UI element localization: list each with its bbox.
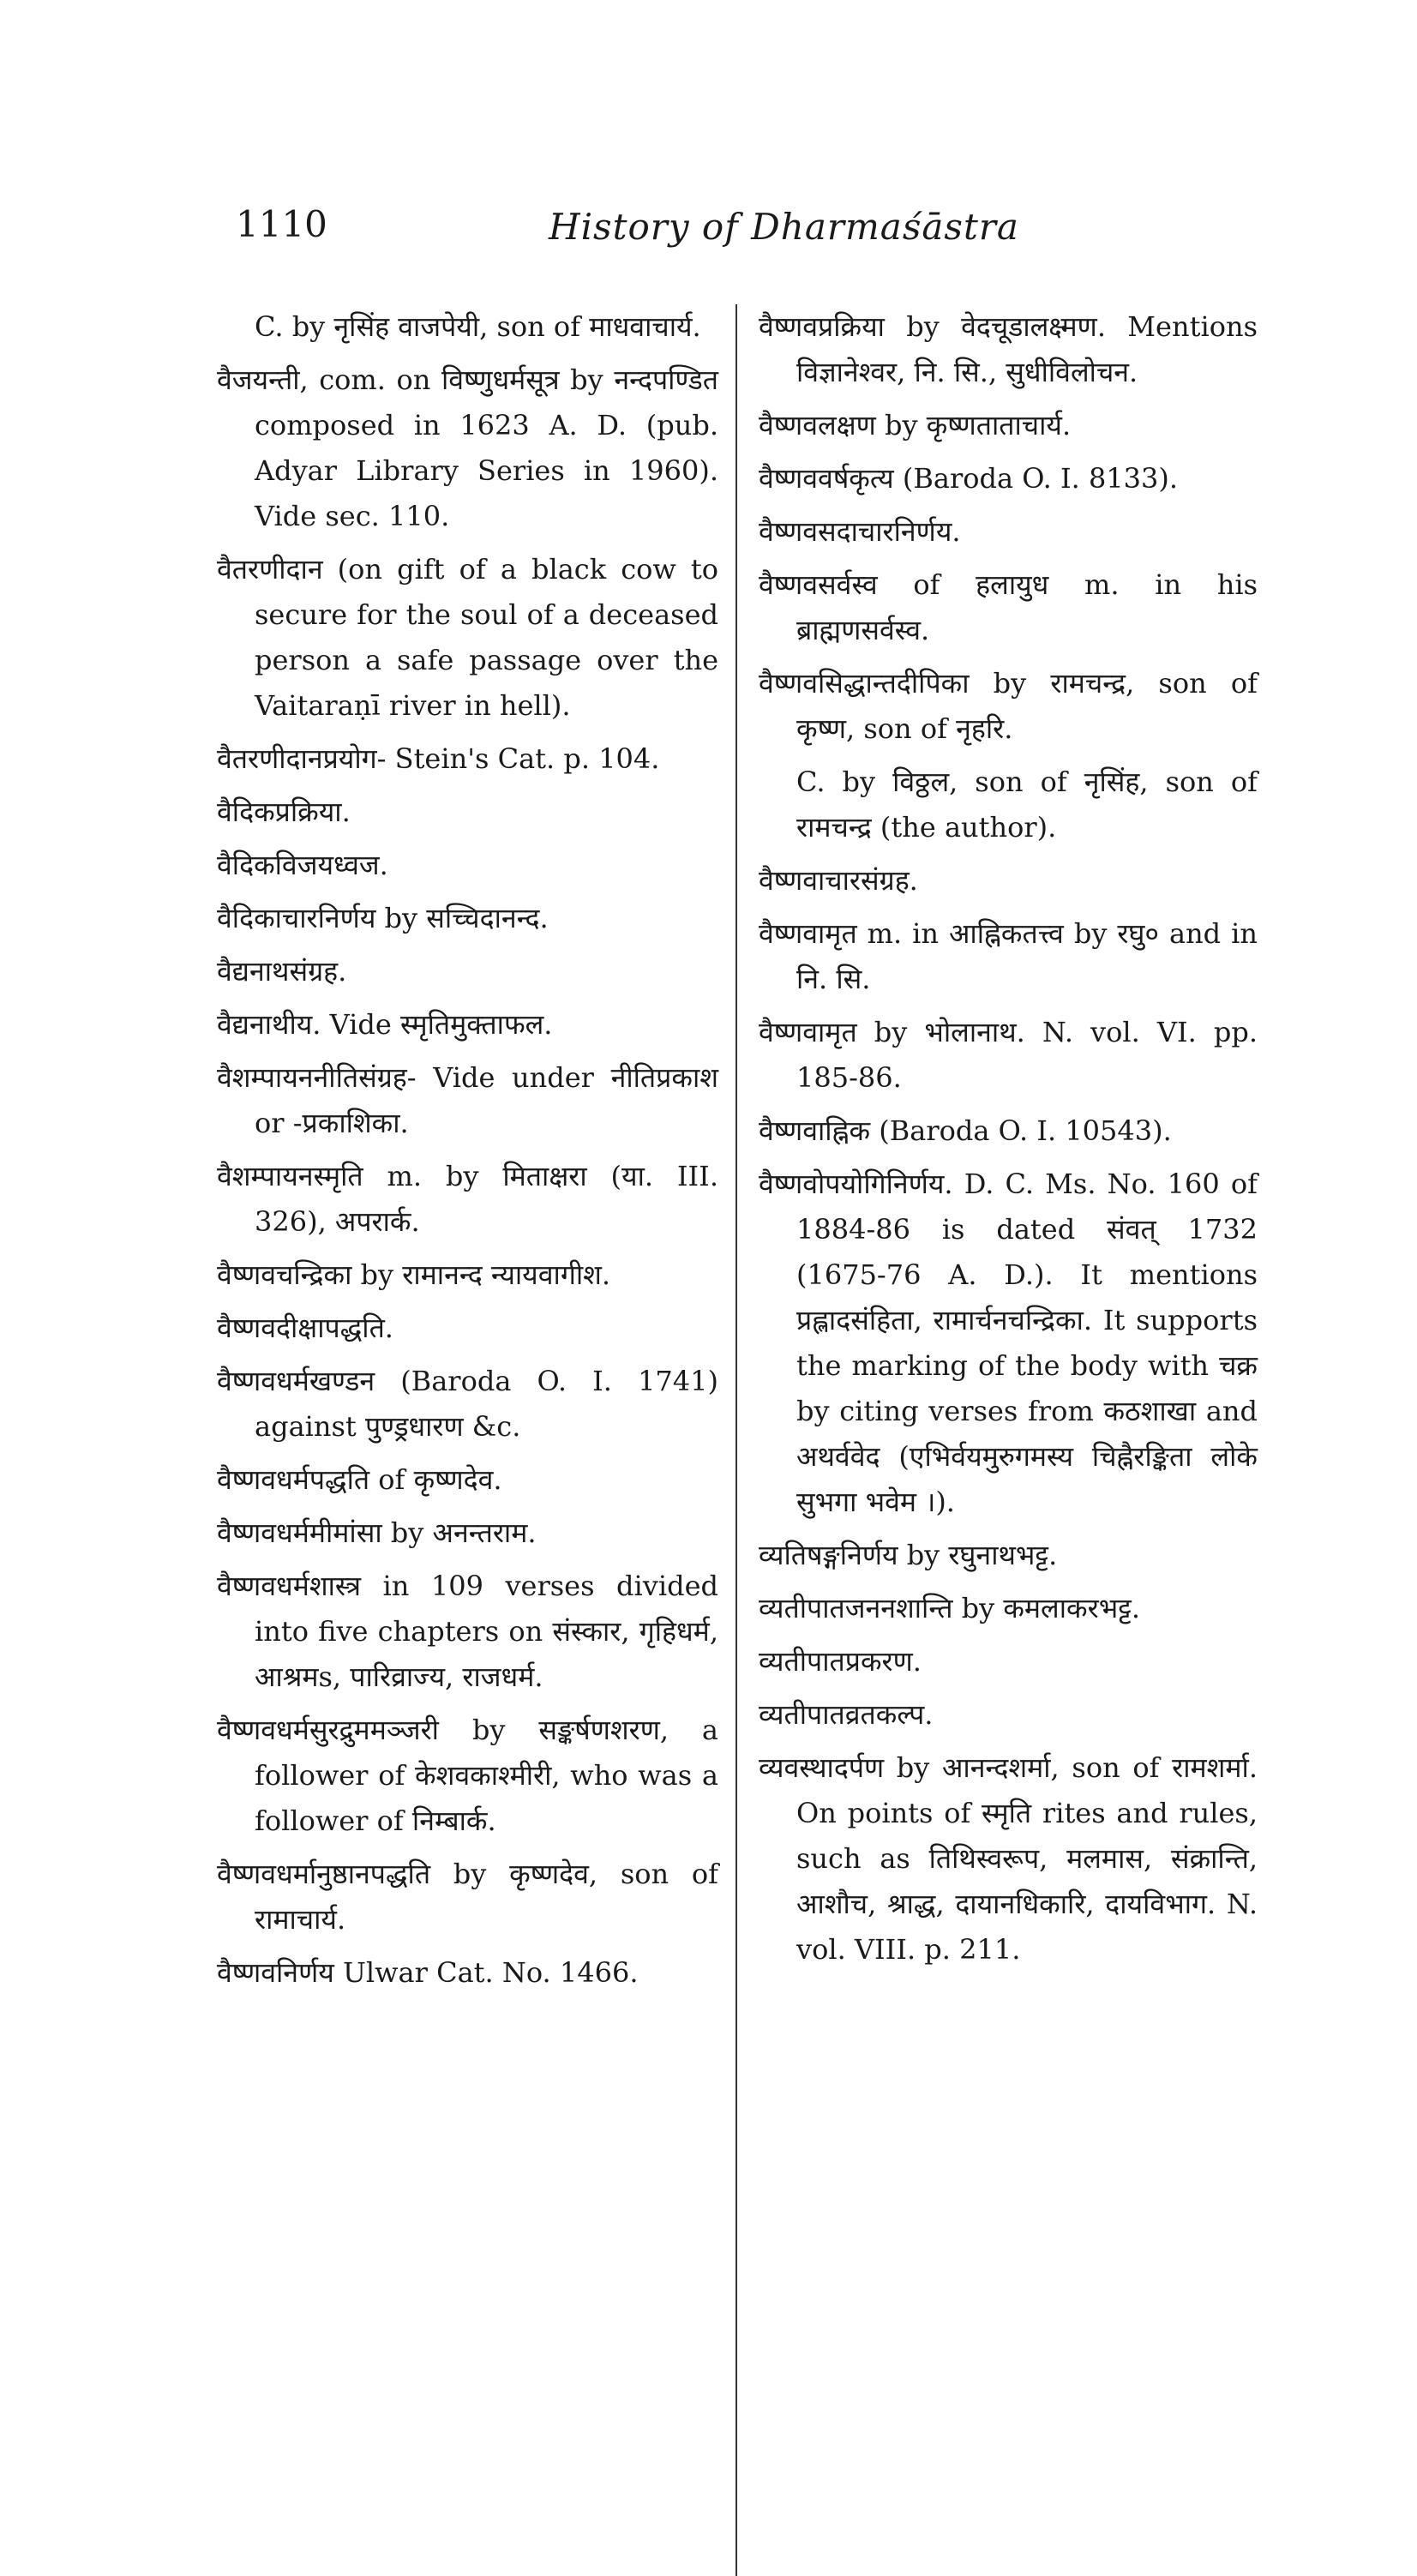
catalog-entry: वैशम्पायननीतिसंग्रह- Vide under नीतिप्रकाश or -प्रकाशिका. [217,1061,718,1139]
catalog-entry: वैष्णववर्षकृत्य (Baroda O. I. 8133). [759,462,1179,495]
catalog-entry: वैष्णवधर्मानुष्ठानपद्धति by कृष्णदेव, son of रामाचार्य. [217,1858,718,1936]
catalog-entry: वैष्णवधर्मखण्डन (Baroda O. I. 1741) against पुण्ड्रधारण &c. [217,1365,718,1443]
page-number: 1110 [236,203,327,245]
catalog-entry: वैष्णवाह्निक (Baroda O. I. 10543). [759,1114,1172,1147]
catalog-entry: वैष्णवधर्मशास्त्र in 109 verses divided into five chapters on संस्कार, गृहिधर्म, आश्रमs, पारिव्राज्य, राजधर्म. [217,1570,718,1693]
catalog-entry: वैष्णवसर्वस्व of हलायुध m. in his ब्राह्मणसर्वस्व. [759,568,1258,646]
catalog-entry: वैष्णवधर्मपद्धति of कृष्णदेव. [217,1463,502,1496]
catalog-entry: वैष्णवनिर्णय Ulwar Cat. No. 1466. [217,1956,639,1989]
catalog-entry: वैदिकप्रक्रिया. [217,796,351,828]
catalog-entry: वैष्णवोपयोगिनिर्णय. D. C. Ms. No. 160 of 1884-86 is dated संवत् 1732 (1675-76 A. D.). It mentions प्रह्लादसंहिता, रामार्चनचन्द्रिका. It supports the marking of the body with चक्र by citing verses from कठशाखा and अथर्ववेद (एभिर्वयमुरुगमस्य चिह्नैरङ्किता लोके सुभगा भवेम ।). [759,1168,1258,1518]
catalog-entry: वैष्णवामृत m. in आह्निकतत्त्व by रघु० and in नि. सि. [759,917,1258,995]
catalog-entry: व्यतिषङ्गनिर्णय by रघुनाथभट्ट. [759,1539,1058,1571]
catalog-entry: वैष्णवधर्ममीमांसा by अनन्तराम. [217,1516,537,1549]
catalog-entry: वैदिकविजयध्वज. [217,849,388,881]
catalog-entry: वैजयन्ती, com. on विष्णुधर्मसूत्र by नन्दपण्डित composed in 1623 A. D. (pub. Adyar Library Series in 1960). Vide sec. 110. [217,363,718,532]
catalog-entry: वैष्णवसदाचारनिर्णय. [759,515,961,548]
running-head: History of Dharmaśāstra [549,206,1019,248]
catalog-entry: वैष्णवचन्द्रिका by रामानन्द न्यायवागीश. [217,1258,611,1291]
catalog-entry: व्यतीपातजननशान्ति by कमलाकरभट्ट. [759,1592,1141,1624]
catalog-entry: वैष्णवधर्मसुरद्रुममञ्जरी by सङ्कर्षणशरण, a follower of केशवकाश्मीरी, who was a follower of निम्बार्क. [217,1714,718,1837]
catalog-entry: वैदिकाचारनिर्णय by सच्चिदानन्द. [217,902,549,934]
commentary-entry: C. by विठ्ठल, son of नृसिंह, son of रामचन्द्र (the author). [796,766,1258,844]
catalog-entry: वैष्णवामृत by भोलानाथ. N. vol. VI. pp. 185-86. [759,1016,1258,1094]
catalog-entry: वैष्णवाचारसंग्रह. [759,864,918,897]
catalog-entry: वैतरणीदानप्रयोग- Stein's Cat. p. 104. [217,742,660,775]
catalog-entry: वैतरणीदान (on gift of a black cow to secure for the soul of a deceased person a safe passage over the Vaitaraṇī river in hell). [217,553,718,722]
catalog-entry: वैशम्पायनस्मृति m. by मिताक्षरा (या. III. 326), अपरार्क. [217,1160,718,1238]
catalog-entry: वैद्यनाथीय. Vide स्मृतिमुक्ताफल. [217,1008,553,1041]
catalog-entry: वैष्णवदीक्षापद्धति. [217,1312,393,1344]
right-column [759,304,1258,1980]
catalog-entry: वैष्णवलक्षण by कृष्णताताचार्य. [759,409,1072,441]
catalog-entry: वैष्णवसिद्धान्तदीपिका by रामचन्द्र, son of कृष्ण, son of नृहरि. [759,667,1258,745]
left-column [217,304,718,2003]
commentary-entry: C. by नृसिंह वाजपेयी, son of माधवाचार्य. [255,310,701,343]
column-divider [736,304,737,2576]
catalog-entry: वैद्यनाथसंग्रह. [217,955,347,988]
catalog-entry: व्यतीपातव्रतकल्प. [759,1698,934,1731]
catalog-entry: व्यतीपातप्रकरण. [759,1645,922,1678]
catalog-entry: वैष्णवप्रक्रिया by वेदचूडालक्ष्मण. Mentions विज्ञानेश्वर, नि. सि., सुधीविलोचन. [759,310,1258,388]
catalog-entry: व्यवस्थादर्पण by आनन्दशर्मा, son of रामशर्मा. On points of स्मृति rites and rules, such as तिथिस्वरूप, मलमास, संक्रान्ति, आशौच, श्राद्ध, दायानधिकारि, दायविभाग. N. vol. VIII. p. 211. [759,1751,1258,1966]
